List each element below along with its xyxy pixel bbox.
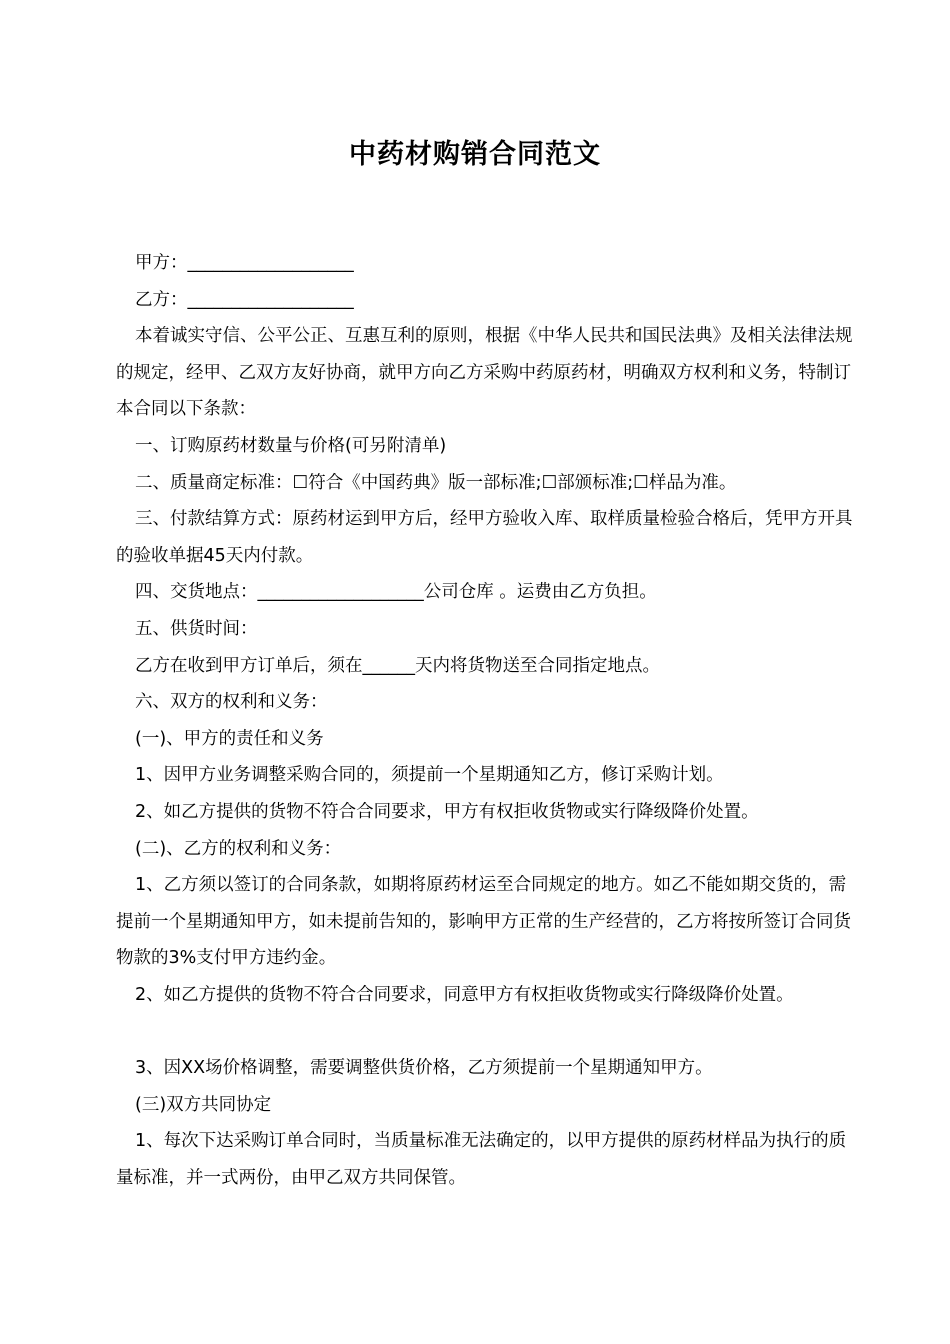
party-a-item-2: 2、如乙方提供的货物不符合合同要求，甲方有权拒收货物或实行降级降价处置。 [135,801,759,822]
joint-item-1: 1、每次下达采购订单合同时，当质量标准无法确定的，以甲方提供的原药材样品为执行的质量标准，并一式两份，由甲乙双方共同保管。 [116,1131,847,1188]
section-joint-agreement: (三)双方共同协定 [135,1094,272,1115]
clause-1: 一、订购原药材数量与价格(可另附清单) [135,435,447,456]
preamble-paragraph: 本着诚实守信、公平公正、互惠互利的原则，根据《中华人民共和国民法典》及相关法律法规的规定，经甲、乙双方友好协商，就甲方向乙方采购中药原药材，明确双方权利和义务，特制订本合同以下条款： [116,326,853,420]
party-b-item-3: 3、因XX场价格调整，需要调整供货价格，乙方须提前一个星期通知甲方。 [135,1058,713,1079]
party-b-item-2: 2、如乙方提供的货物不符合合同要求，同意甲方有权拒收货物或实行降级降价处置。 [135,984,794,1005]
document-title: 中药材购销合同范文 [349,139,601,170]
section-party-a-duties: (一)、甲方的责任和义务 [135,728,324,749]
party-a-line: 甲方：___________________ [135,253,354,273]
party-b-item-1: 1、乙方须以签订的合同条款，如期将原药材运至合同规定的地方。如乙不能如期交货的，需提前一个星期通知甲方，如未提前告知的，影响甲方正常的生产经营的，乙方将按所签订合同货物款的3%支付甲方违约金。 [116,875,851,969]
clause-2: 二、质量商定标准：☐符合《中国药典》版一部标准;☐部颁标准;☐样品为准。 [135,472,737,493]
section-party-b-duties: (二)、乙方的权利和义务： [135,838,342,859]
clause-5-detail: 乙方在收到甲方订单后，须在______天内将货物送至合同指定地点。 [135,655,660,676]
clause-6: 六、双方的权利和义务： [135,692,328,713]
blank-line [116,1013,856,1050]
clause-4: 四、交货地点：___________________公司仓库 。运费由乙方负担。 [135,582,657,603]
party-a-item-1: 1、因甲方业务调整采购合同的，须提前一个星期通知乙方，修订采购计划。 [135,765,724,786]
party-b-line: 乙方：___________________ [135,289,354,310]
clause-3: 三、付款结算方式：原药材运到甲方后，经甲方验收入库、取样质量检验合格后，凭甲方开具的验收单据45天内付款。 [116,509,853,566]
clause-5: 五、供货时间： [135,618,258,639]
document-body [116,245,856,1196]
